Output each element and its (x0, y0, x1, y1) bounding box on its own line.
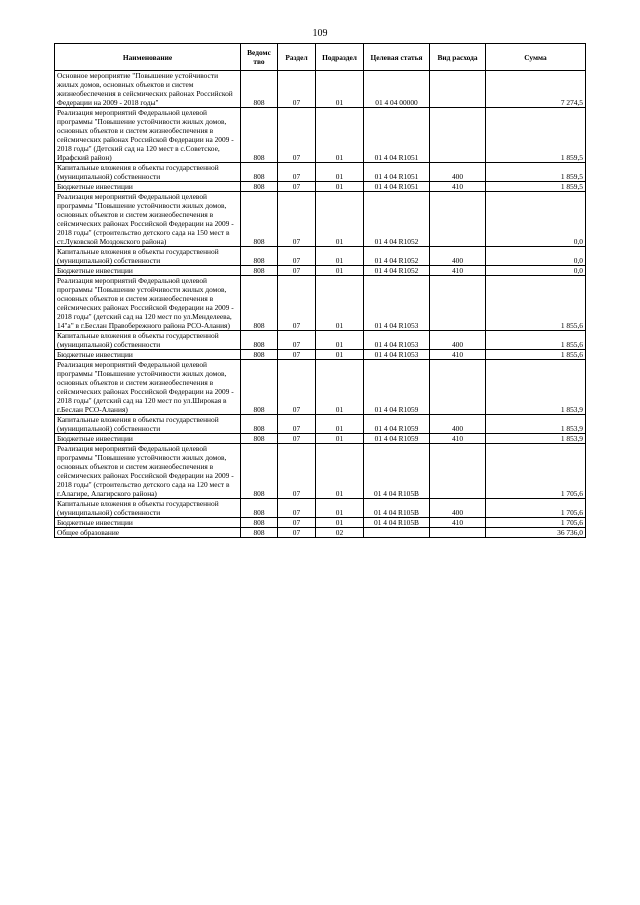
cell-expense-type (430, 192, 486, 247)
cell-expense-type: 410 (430, 434, 486, 444)
cell-sum: 1 859,5 (486, 182, 586, 192)
cell-expense-type: 410 (430, 518, 486, 528)
table-row (55, 276, 586, 331)
cell-subsection: 01 (316, 247, 364, 266)
cell-department: 808 (241, 163, 278, 182)
cell-name: Реализация мероприятий Федеральной целевой программы "Повышение устойчивости жилых домов, основных объектов и систем жизнеобеспечения в сейсмических районах Российской Федерации на 2009 - 2018 годы" (строительство детского сада на 120 мест в г.Алагире, Алагирского района) (55, 444, 241, 499)
cell-department: 808 (241, 518, 278, 528)
cell-sum: 1 859,5 (486, 108, 586, 163)
cell-expense-type (430, 444, 486, 499)
table-row (55, 182, 586, 192)
cell-section: 07 (278, 108, 316, 163)
table-row (55, 247, 586, 266)
cell-subsection: 01 (316, 434, 364, 444)
cell-name: Бюджетные инвестиции (55, 518, 241, 528)
cell-sum: 1 855,6 (486, 350, 586, 360)
cell-target-article: 01 4 04 R1059 (364, 360, 430, 415)
cell-sum: 7 274,5 (486, 71, 586, 108)
cell-target-article: 01 4 04 R1053 (364, 350, 430, 360)
cell-expense-type: 400 (430, 247, 486, 266)
cell-expense-type: 400 (430, 331, 486, 350)
cell-name: Бюджетные инвестиции (55, 182, 241, 192)
cell-name: Реализация мероприятий Федеральной целевой программы "Повышение устойчивости жилых домов, основных объектов и систем жизнеобеспечения в сейсмических районах Российской Федерации на 2009 - 2018 годы" (строительство детского сада на 150 мест в ст.Луковской Моздокского района) (55, 192, 241, 247)
cell-section: 07 (278, 266, 316, 276)
cell-name: Капитальные вложения в объекты государственной (муниципальной) собственности (55, 415, 241, 434)
cell-section: 07 (278, 415, 316, 434)
cell-sum: 0,0 (486, 247, 586, 266)
cell-sum: 1 853,9 (486, 434, 586, 444)
cell-sum: 1 853,9 (486, 415, 586, 434)
cell-target-article: 01 4 04 00000 (364, 71, 430, 108)
page-number: 109 (312, 28, 328, 39)
table-row (55, 108, 586, 163)
cell-target-article: 01 4 04 R1052 (364, 192, 430, 247)
table-row (55, 415, 586, 434)
cell-expense-type (430, 276, 486, 331)
cell-name: Капитальные вложения в объекты государственной (муниципальной) собственности (55, 499, 241, 518)
cell-section: 07 (278, 331, 316, 350)
cell-department: 808 (241, 360, 278, 415)
cell-section: 07 (278, 528, 316, 538)
table-row (55, 71, 586, 108)
cell-name: Капитальные вложения в объекты государственной (муниципальной) собственности (55, 331, 241, 350)
cell-subsection: 01 (316, 360, 364, 415)
table-row (55, 163, 586, 182)
cell-target-article: 01 4 04 R1051 (364, 108, 430, 163)
cell-department: 808 (241, 276, 278, 331)
cell-expense-type: 410 (430, 350, 486, 360)
cell-subsection: 01 (316, 192, 364, 247)
cell-name: Бюджетные инвестиции (55, 266, 241, 276)
table-row (55, 518, 586, 528)
cell-department: 808 (241, 415, 278, 434)
cell-subsection: 01 (316, 444, 364, 499)
cell-sum: 1 705,6 (486, 499, 586, 518)
cell-section: 07 (278, 434, 316, 444)
header-sum: Сумма (486, 44, 586, 71)
cell-name: Капитальные вложения в объекты государственной (муниципальной) собственности (55, 163, 241, 182)
cell-sum: 1 859,5 (486, 163, 586, 182)
header-expense-type: Вид расхода (430, 44, 486, 71)
cell-department: 808 (241, 331, 278, 350)
cell-sum: 1 705,6 (486, 444, 586, 499)
cell-sum: 0,0 (486, 266, 586, 276)
cell-section: 07 (278, 247, 316, 266)
cell-target-article: 01 4 04 R1052 (364, 266, 430, 276)
cell-section: 07 (278, 163, 316, 182)
cell-department: 808 (241, 71, 278, 108)
cell-expense-type: 400 (430, 415, 486, 434)
cell-section: 07 (278, 499, 316, 518)
cell-subsection: 01 (316, 331, 364, 350)
cell-subsection: 01 (316, 350, 364, 360)
cell-subsection: 01 (316, 163, 364, 182)
cell-subsection: 01 (316, 182, 364, 192)
cell-target-article: 01 4 04 R1052 (364, 247, 430, 266)
cell-name: Бюджетные инвестиции (55, 350, 241, 360)
cell-sum: 1 855,6 (486, 276, 586, 331)
cell-expense-type (430, 71, 486, 108)
cell-department: 808 (241, 182, 278, 192)
cell-name: Реализация мероприятий Федеральной целевой программы "Повышение устойчивости жилых домов, основных объектов и систем жизнеобеспечения в сейсмических районах Российской Федерации на 2009 - 2018 годы" (Детский сад на 120 мест в с.Советское, Ирафский район) (55, 108, 241, 163)
header-subsection: Подраздел (316, 44, 364, 71)
cell-target-article: 01 4 04 R1059 (364, 434, 430, 444)
cell-target-article: 01 4 04 R105B (364, 518, 430, 528)
cell-department: 808 (241, 247, 278, 266)
cell-sum: 1 855,6 (486, 331, 586, 350)
cell-section: 07 (278, 182, 316, 192)
cell-section: 07 (278, 360, 316, 415)
cell-expense-type (430, 528, 486, 538)
header-name: Наименование (55, 44, 241, 71)
table-header-row (55, 44, 586, 71)
cell-target-article: 01 4 04 R105B (364, 444, 430, 499)
cell-name: Бюджетные инвестиции (55, 434, 241, 444)
cell-subsection: 02 (316, 528, 364, 538)
table-row (55, 266, 586, 276)
cell-target-article (364, 528, 430, 538)
table-row (55, 499, 586, 518)
cell-expense-type: 400 (430, 163, 486, 182)
cell-target-article: 01 4 04 R105B (364, 499, 430, 518)
table-row (55, 350, 586, 360)
cell-department: 808 (241, 266, 278, 276)
cell-sum: 0,0 (486, 192, 586, 247)
cell-expense-type (430, 108, 486, 163)
header-department: Ведомс тво (241, 44, 278, 71)
table-row (55, 528, 586, 538)
cell-name: Общее образование (55, 528, 241, 538)
cell-section: 07 (278, 192, 316, 247)
table-row (55, 192, 586, 247)
cell-sum: 36 736,0 (486, 528, 586, 538)
cell-section: 07 (278, 71, 316, 108)
table-row (55, 360, 586, 415)
cell-subsection: 01 (316, 108, 364, 163)
table-row (55, 444, 586, 499)
cell-subsection: 01 (316, 415, 364, 434)
cell-subsection: 01 (316, 266, 364, 276)
cell-name: Реализация мероприятий Федеральной целевой программы "Повышение устойчивости жилых домов, основных объектов и систем жизнеобеспечения в сейсмических районах Российской Федерации на 2009 - 2018 годы" (детский сад на 120 мест по ул.Менделеева, 14"а" в г.Беслан Правобережного района РСО-Алания) (55, 276, 241, 331)
cell-department: 808 (241, 444, 278, 499)
cell-subsection: 01 (316, 499, 364, 518)
cell-section: 07 (278, 276, 316, 331)
cell-sum: 1 705,6 (486, 518, 586, 528)
cell-sum: 1 853,9 (486, 360, 586, 415)
cell-department: 808 (241, 108, 278, 163)
cell-target-article: 01 4 04 R1059 (364, 415, 430, 434)
cell-section: 07 (278, 518, 316, 528)
cell-department: 808 (241, 192, 278, 247)
budget-table (54, 43, 586, 538)
cell-section: 07 (278, 444, 316, 499)
table-body (55, 71, 586, 538)
cell-subsection: 01 (316, 518, 364, 528)
cell-expense-type (430, 360, 486, 415)
cell-expense-type: 410 (430, 266, 486, 276)
cell-department: 808 (241, 434, 278, 444)
cell-department: 808 (241, 528, 278, 538)
cell-subsection: 01 (316, 276, 364, 331)
cell-expense-type: 410 (430, 182, 486, 192)
cell-target-article: 01 4 04 R1051 (364, 163, 430, 182)
table-row (55, 331, 586, 350)
cell-name: Реализация мероприятий Федеральной целевой программы "Повышение устойчивости жилых домов, основных объектов и систем жизнеобеспечения в сейсмических районах Российской Федерации на 2009 - 2018 годы" (детский сад на 120 мест по ул.Широкая в г.Беслан РСО-Алания) (55, 360, 241, 415)
cell-subsection: 01 (316, 71, 364, 108)
cell-target-article: 01 4 04 R1053 (364, 331, 430, 350)
cell-department: 808 (241, 499, 278, 518)
table-row (55, 434, 586, 444)
header-section: Раздел (278, 44, 316, 71)
cell-name: Капитальные вложения в объекты государственной (муниципальной) собственности (55, 247, 241, 266)
header-target-article: Целевая статья (364, 44, 430, 71)
cell-name: Основное мероприятие "Повышение устойчивости жилых домов, основных объектов и систем жизнеобеспечения в сейсмических районах Российской Федерации на 2009 - 2018 годы" (55, 71, 241, 108)
cell-section: 07 (278, 350, 316, 360)
cell-expense-type: 400 (430, 499, 486, 518)
cell-target-article: 01 4 04 R1053 (364, 276, 430, 331)
cell-target-article: 01 4 04 R1051 (364, 182, 430, 192)
cell-department: 808 (241, 350, 278, 360)
